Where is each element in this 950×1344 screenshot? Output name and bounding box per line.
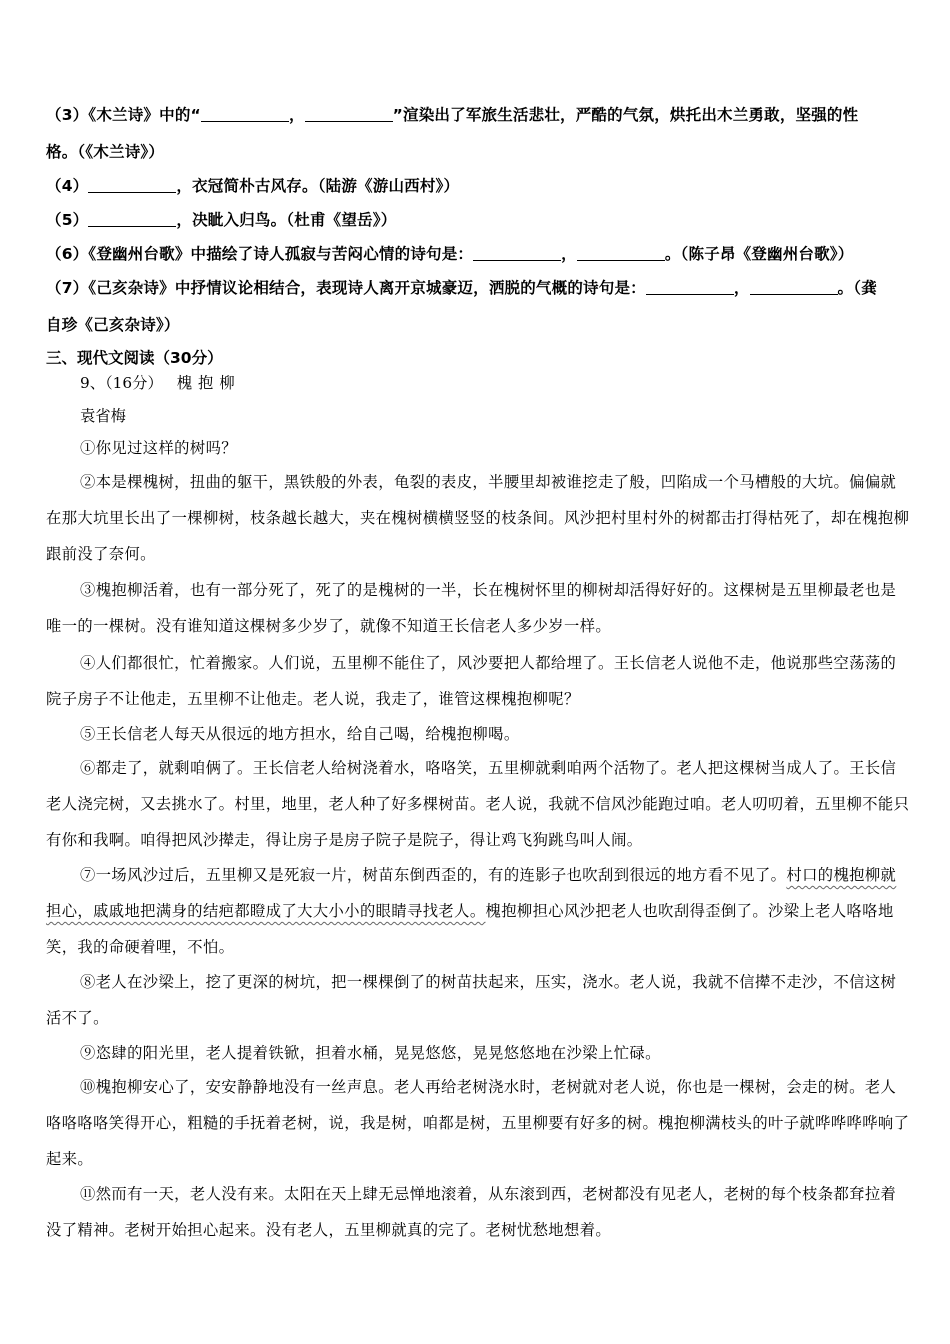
question-4: （4） ，衣冠简朴古风存。（陆游《游山西村》）: [46, 177, 460, 195]
paragraph-10: ⑩槐抱柳安心了，安安静静地没有一丝声息。老人再给老树浇水时，老树就对老人说，你也是一棵树，会走的树。老人咯咯咯咯笑得开心，粗糙的手抚着老树，说，我是树，咱都是树，五里柳要有好多的树。槐抱柳满枝头的叶子就哗哗哗哗响了起来。: [46, 1078, 910, 1168]
question-6: （6）《登幽州台歌》中描绘了诗人孤寂与苦闷心情的诗句是： ， 。（陈子昂《登幽州台歌》）: [46, 245, 854, 263]
paragraph-8: ⑧老人在沙梁上，挖了更深的树坑，把一棵棵倒了的树苗扶起来，压实，浇水。老人说，我就不信撵不走沙，不信这树活不了。: [46, 973, 897, 1027]
question-7-continued: 自珍《己亥杂诗》）: [46, 316, 180, 334]
paragraph-5: ⑤王长信老人每天从很远的地方担水，给自己喝，给槐抱柳喝。: [80, 725, 520, 743]
section-heading: 三、现代文阅读（30分）: [46, 349, 223, 367]
question-3-continued: 格。（《木兰诗》）: [46, 143, 165, 161]
answer-blank[interactable]: [88, 178, 176, 193]
answer-blank[interactable]: [473, 246, 561, 261]
paragraph-1: ①你见过这样的树吗？: [80, 439, 237, 457]
paragraph-11: ⑪然而有一天，老人没有来。太阳在天上肆无忌惮地滚着，从东滚到西，老树都没有见老人，老树的每个枝条都耷拉着没了精神。老树开始担心起来。没有老人，五里柳就真的完了。老树忧愁地想着。: [46, 1185, 897, 1239]
paragraph-9: ⑨恣肆的阳光里，老人提着铁锨，担着水桶，晃晃悠悠，晃晃悠悠地在沙梁上忙碌。: [80, 1044, 661, 1062]
answer-blank[interactable]: [646, 280, 734, 295]
answer-blank[interactable]: [88, 212, 176, 227]
answer-blank[interactable]: [201, 107, 289, 122]
question-5: （5） ，决眦入归鸟。（杜甫《望岳》）: [46, 211, 397, 229]
answer-blank[interactable]: [750, 280, 838, 295]
paragraph-7: ⑦一场风沙过后，五里柳又是死寂一片，树苗东倒西歪的，有的连影子也吹刮到很远的地方看不见了。村口的槐抱柳就担心，戚戚地把满身的结疤都瞪成了大大小小的眼睛寻找老人。槐抱柳担心风沙把老人也吹刮得歪倒了。沙梁上老人咯咯地笑，我的命硬着哩，不怕。: [46, 866, 897, 956]
question-label: 9、（16分）: [80, 374, 163, 392]
paragraph-3: ③槐抱柳活着，也有一部分死了，死了的是槐树的一半，长在槐树怀里的柳树却活得好好的。这棵树是五里柳最老也是唯一的一棵树。没有谁知道这棵树多少岁了，就像不知道王长信老人多少岁一样。: [46, 581, 897, 635]
question-3: （3）《木兰诗》中的“ ， ”渲染出了军旅生活悲壮，严酷的气氛，烘托出木兰勇敢，坚强的性: [46, 106, 859, 124]
underlined-sentence: 村口的槐抱柳就担心，戚戚地把满身的结疤都瞪成了大大小小的眼睛寻找老人。: [46, 866, 897, 920]
question-7: （7）《己亥杂诗》中抒情议论相结合，表现诗人离开京城豪迈，洒脱的气概的诗句是： ， 。（龚: [46, 279, 877, 297]
answer-blank[interactable]: [577, 246, 665, 261]
paragraph-6: ⑥都走了，就剩咱俩了。王长信老人给树浇着水，咯咯笑，五里柳就剩咱两个活物了。老人把这棵树当成人了。王长信老人浇完树，又去挑水了。村里，地里，老人种了好多棵树苗。老人说，我就不信风沙能跑过咱。老人叨叨着，五里柳不能只有你和我啊。咱得把风沙撵走，得让房子是房子院子是院子，得让鸡飞狗跳鸟叫人闹。: [46, 759, 910, 849]
article-author: 袁省梅: [80, 407, 126, 425]
article-header: [80, 371, 241, 393]
answer-blank[interactable]: [305, 107, 393, 122]
paragraph-4: ④人们都很忙，忙着搬家。人们说，五里柳不能住了，风沙要把人都给埋了。王长信老人说他不走，他说那些空荡荡的院子房子不让他走，五里柳不让他走。老人说，我走了，谁管这棵槐抱柳呢？: [46, 654, 897, 708]
article-title: 槐抱柳: [176, 374, 241, 392]
paragraph-2: ②本是棵槐树，扭曲的躯干，黑铁般的外表，龟裂的表皮，半腰里却被谁挖走了般，凹陷成一个马槽般的大坑。偏偏就在那大坑里长出了一棵柳树，枝条越长越大，夹在槐树横横竖竖的枝条间。风沙把村里村外的树都击打得枯死了，却在槐抱柳跟前没了奈何。: [46, 473, 910, 563]
